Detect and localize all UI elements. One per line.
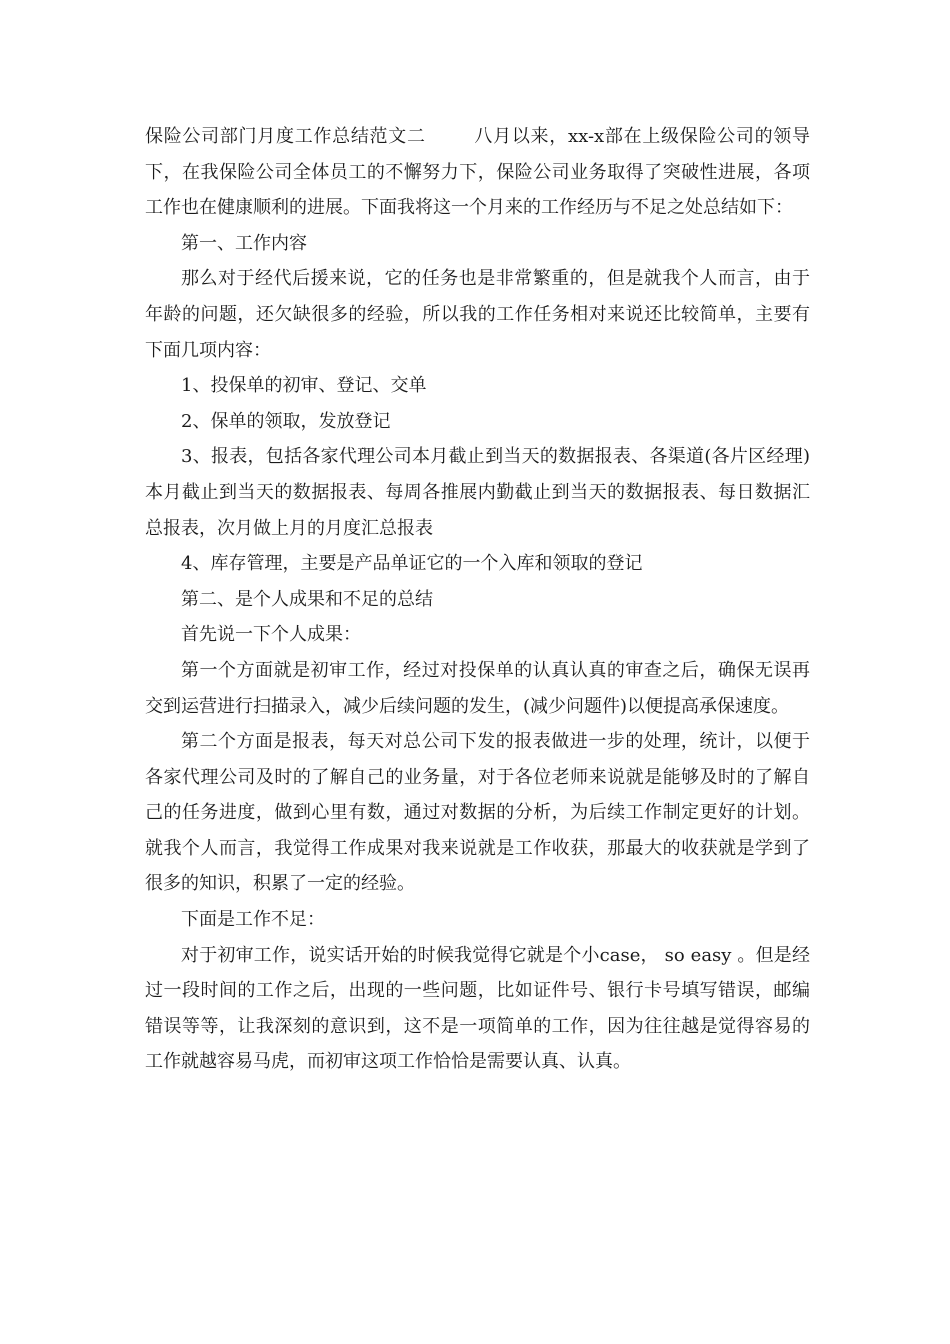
list-item-2: 2、保单的领取，发放登记 [181, 410, 391, 432]
section-heading-summary: 第二、是个人成果和不足的总结 [181, 588, 433, 610]
opening-paragraph [145, 119, 810, 226]
list-item-1: 1、投保单的初审、登记、交单 [181, 375, 427, 397]
document-body [145, 119, 810, 1080]
paragraph-shortcomings-intro: 下面是工作不足： [181, 909, 325, 931]
list-item-4: 4、库存管理，主要是产品单证它的一个入库和领取的登记 [181, 553, 643, 575]
document-title: 保险公司部门月度工作总结范文二 [145, 126, 426, 147]
paragraph-achievement-1: 第一个方面就是初审工作，经过对投保单的认真认真的审查之后，确保无误再交到运营进行扫描录入，减少后续问题的发生，(减少问题件)以便提高承保速度。 [145, 659, 810, 717]
paragraph-shortcoming-1: 对于初审工作，说实话开始的时候我觉得它就是个小case， so easy 。但是经过一段时间的工作之后，出现的一些问题，比如证件号、银行卡号填写错误，邮编错误等等，让我深刻的意识到，这不是一项简单的工作，因为往往越是觉得容易的工作就越容易马虎，而初审这项工作恰恰是需要认真、认真。 [145, 944, 810, 1073]
section-heading-work-content: 第一、工作内容 [181, 232, 307, 254]
intro-text: 八月以来，xx-x部在上级保险公司的领导下，在我保险公司全体员工的不懈努力下，保险公司业务取得了突破性进展，各项工作也在健康顺利的进展。下面我将这一个月来的工作经历与不足之处总结如下： [145, 126, 811, 219]
paragraph-achievements-intro: 首先说一下个人成果： [181, 624, 361, 646]
paragraph-task-overview: 那么对于经代后援来说，它的任务也是非常繁重的，但是就我个人而言，由于年龄的问题，还欠缺很多的经验，所以我的工作任务相对来说还比较简单，主要有下面几项内容： [145, 268, 810, 361]
paragraph-achievement-2: 第二个方面是报表，每天对总公司下发的报表做进一步的处理，统计，以便于各家代理公司及时的了解自己的业务量，对于各位老师来说就是能够及时的了解自己的任务进度，做到心里有数，通过对数据的分析，为后续工作制定更好的计划。就我个人而言，我觉得工作成果对我来说就是工作收获，那最大的收获就是学到了很多的知识，积累了一定的经验。 [145, 731, 810, 895]
list-item-3: 3、报表，包括各家代理公司本月截止到当天的数据报表、各渠道(各片区经理)本月截止到当天的数据报表、每周各推展内勤截止到当天的数据报表、每日数据汇总报表，次月做上月的月度汇总报表 [145, 446, 810, 539]
